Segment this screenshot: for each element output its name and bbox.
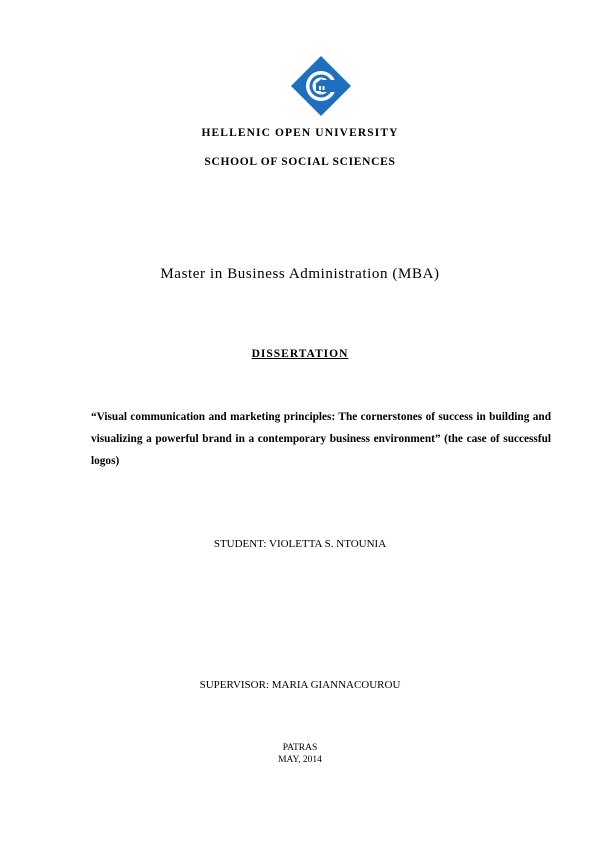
university-logo-icon (290, 55, 352, 117)
thesis-title: “Visual communication and marketing principles: The cornerstones of success in building and visualizing a powerful brand in a contemporary business environment” (the case of successful logos) (91, 411, 551, 467)
supervisor-name: SUPERVISOR: MARIA GIANNACOUROU (199, 679, 401, 691)
university-name: HELLENIC OPEN UNIVERSITY (201, 127, 399, 139)
school-name: SCHOOL OF SOCIAL SCIENCES (204, 156, 396, 168)
dissertation-heading: DISSERTATION (251, 348, 349, 360)
date: MAY, 2014 (278, 755, 322, 765)
student-name: STUDENT: VIOLETTA S. NTOUNIA (213, 538, 387, 550)
place: PATRAS (282, 743, 318, 753)
degree-title: Master in Business Administration (MBA) (160, 266, 440, 282)
